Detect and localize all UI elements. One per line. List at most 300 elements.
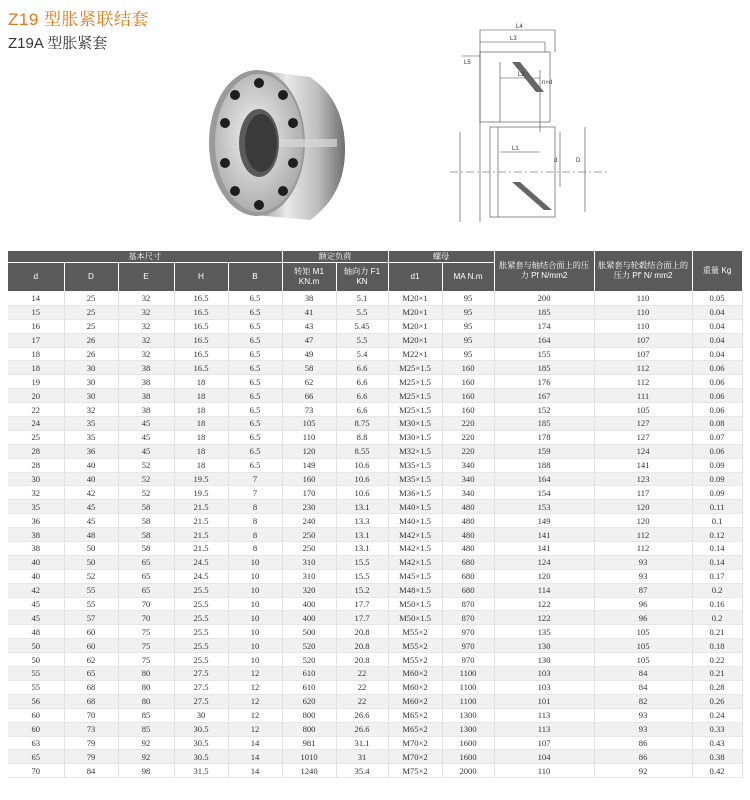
table-cell: 22	[336, 694, 388, 708]
table-cell: 160	[442, 361, 494, 375]
dim-label-l3: L3	[510, 36, 517, 42]
table-cell: 55	[8, 667, 64, 681]
table-cell: 45	[64, 514, 118, 528]
table-cell: 18	[174, 458, 228, 472]
table-cell: M20×1	[388, 292, 442, 306]
table-cell: 1010	[282, 750, 336, 764]
table-cell: 26.6	[336, 708, 388, 722]
table-cell: 12	[228, 667, 282, 681]
table-cell: 500	[282, 625, 336, 639]
table-cell: 85	[118, 708, 174, 722]
table-cell: 58	[118, 500, 174, 514]
table-cell: 0.21	[692, 625, 742, 639]
table-cell: 105	[594, 625, 692, 639]
table-cell: 6.5	[228, 430, 282, 444]
table-cell: 18	[174, 375, 228, 389]
header-e: E	[118, 263, 174, 292]
table-cell: 200	[494, 292, 594, 306]
table-row	[8, 694, 742, 708]
table-cell: 970	[442, 625, 494, 639]
table-cell: 981	[282, 736, 336, 750]
table-row	[8, 500, 742, 514]
table-cell: 1100	[442, 667, 494, 681]
dim-label-l1: L1	[512, 146, 519, 152]
table-cell: 6.6	[336, 375, 388, 389]
table-row	[8, 639, 742, 653]
table-cell: M55×2	[388, 625, 442, 639]
table-cell: 70	[118, 611, 174, 625]
group-rated-load: 额定负荷	[282, 251, 388, 263]
dim-label-l5: L5	[464, 60, 471, 66]
table-cell: 250	[282, 528, 336, 542]
table-cell: 1600	[442, 736, 494, 750]
table-row	[8, 528, 742, 542]
dim-label-bolt: n×d	[542, 80, 553, 86]
table-cell: 16.5	[174, 333, 228, 347]
table-cell: 27.5	[174, 667, 228, 681]
table-cell: 79	[64, 750, 118, 764]
table-row	[8, 555, 742, 569]
table-cell: 112	[594, 542, 692, 556]
table-cell: 40	[8, 569, 64, 583]
table-cell: 117	[594, 486, 692, 500]
table-cell: 6.6	[336, 389, 388, 403]
table-cell: M50×1.5	[388, 597, 442, 611]
spec-table	[8, 251, 743, 778]
header-axial-force: 轴向力 F1 KN	[336, 263, 388, 292]
table-cell: 40	[64, 458, 118, 472]
table-row	[8, 361, 742, 375]
table-cell: 0.06	[692, 361, 742, 375]
table-cell: 141	[594, 458, 692, 472]
table-cell: 107	[594, 347, 692, 361]
table-cell: 5.5	[336, 333, 388, 347]
table-cell: 35	[64, 430, 118, 444]
table-cell: 48	[64, 528, 118, 542]
table-cell: 185	[494, 417, 594, 431]
table-cell: 6.5	[228, 417, 282, 431]
table-cell: 188	[494, 458, 594, 472]
table-row	[8, 319, 742, 333]
table-row	[8, 667, 742, 681]
table-cell: 110	[282, 430, 336, 444]
table-cell: 152	[494, 403, 594, 417]
table-cell: 107	[594, 333, 692, 347]
table-cell: 32	[118, 347, 174, 361]
table-cell: M32×1.5	[388, 444, 442, 458]
table-cell: 45	[8, 597, 64, 611]
table-cell: 0.05	[692, 292, 742, 306]
table-cell: 57	[64, 611, 118, 625]
table-cell: 5.45	[336, 319, 388, 333]
table-cell: 95	[442, 305, 494, 319]
table-cell: 10	[228, 639, 282, 653]
table-cell: 0.06	[692, 403, 742, 417]
table-cell: 16.5	[174, 361, 228, 375]
table-cell: 110	[594, 319, 692, 333]
table-cell: M35×1.5	[388, 458, 442, 472]
table-cell: 2000	[442, 764, 494, 778]
table-cell: 52	[118, 472, 174, 486]
table-cell: M20×1	[388, 333, 442, 347]
table-cell: 15.5	[336, 569, 388, 583]
table-cell: 22	[336, 667, 388, 681]
header-weight: 重量 Kg	[692, 251, 742, 292]
table-cell: 7	[228, 472, 282, 486]
table-cell: 250	[282, 542, 336, 556]
table-cell: 0.07	[692, 430, 742, 444]
table-cell: 17	[8, 333, 64, 347]
header-hub-pressure: 胀紧套与轮毂结合面上的压力 Pf' N/ mm2	[594, 251, 692, 292]
table-cell: 55	[64, 583, 118, 597]
table-cell: 25.5	[174, 653, 228, 667]
table-cell: 110	[594, 292, 692, 306]
table-cell: 22	[8, 403, 64, 417]
table-cell: 19.5	[174, 472, 228, 486]
table-cell: 0.38	[692, 750, 742, 764]
header-torque: 转矩 M1 KN.m	[282, 263, 336, 292]
table-cell: 56	[8, 694, 64, 708]
table-cell: 86	[594, 736, 692, 750]
table-cell: 18	[174, 430, 228, 444]
table-cell: 25.5	[174, 583, 228, 597]
header-d: d	[8, 263, 64, 292]
table-cell: 48	[8, 625, 64, 639]
dim-label-l2: L2	[518, 72, 525, 78]
table-cell: 18	[174, 389, 228, 403]
table-cell: 340	[442, 458, 494, 472]
table-cell: 0.06	[692, 375, 742, 389]
table-cell: 82	[594, 694, 692, 708]
table-cell: 6.5	[228, 444, 282, 458]
table-cell: 52	[118, 458, 174, 472]
table-cell: 14	[228, 750, 282, 764]
table-cell: 680	[442, 569, 494, 583]
table-cell: 13.1	[336, 528, 388, 542]
table-cell: 38	[8, 542, 64, 556]
table-cell: 8.75	[336, 417, 388, 431]
table-cell: 5.1	[336, 292, 388, 306]
table-cell: 32	[118, 333, 174, 347]
table-cell: 66	[282, 389, 336, 403]
table-cell: 60	[8, 722, 64, 736]
table-cell: 6.5	[228, 361, 282, 375]
table-row	[8, 708, 742, 722]
table-cell: 127	[594, 417, 692, 431]
table-cell: 93	[594, 722, 692, 736]
table-cell: 620	[282, 694, 336, 708]
table-cell: 105	[282, 417, 336, 431]
table-row	[8, 680, 742, 694]
table-cell: 111	[594, 389, 692, 403]
header-b: B	[228, 263, 282, 292]
table-cell: 25	[64, 292, 118, 306]
table-cell: 0.28	[692, 680, 742, 694]
table-cell: 0.09	[692, 486, 742, 500]
table-cell: 28	[8, 444, 64, 458]
table-cell: 32	[118, 292, 174, 306]
table-cell: M48×1.5	[388, 583, 442, 597]
table-cell: 124	[594, 444, 692, 458]
table-cell: 80	[118, 680, 174, 694]
table-cell: 35	[8, 500, 64, 514]
table-cell: 38	[118, 403, 174, 417]
table-cell: 155	[494, 347, 594, 361]
table-cell: 20	[8, 389, 64, 403]
table-cell: M42×1.5	[388, 555, 442, 569]
table-cell: 103	[494, 667, 594, 681]
table-cell: 20.8	[336, 625, 388, 639]
table-cell: 30.5	[174, 750, 228, 764]
table-cell: 65	[118, 583, 174, 597]
table-row	[8, 417, 742, 431]
table-cell: 114	[494, 583, 594, 597]
table-row	[8, 514, 742, 528]
table-cell: 45	[118, 444, 174, 458]
table-cell: 122	[494, 611, 594, 625]
table-cell: 104	[494, 750, 594, 764]
table-cell: 12	[228, 694, 282, 708]
table-cell: 26	[64, 333, 118, 347]
table-cell: 107	[494, 736, 594, 750]
page-subtitle: Z19A 型胀紧套	[8, 35, 108, 52]
table-row	[8, 569, 742, 583]
table-cell: M20×1	[388, 319, 442, 333]
table-cell: 870	[442, 597, 494, 611]
table-cell: 135	[494, 625, 594, 639]
table-cell: 178	[494, 430, 594, 444]
table-cell: 167	[494, 389, 594, 403]
table-cell: 0.14	[692, 555, 742, 569]
table-cell: 480	[442, 542, 494, 556]
table-row	[8, 389, 742, 403]
table-cell: 25	[64, 319, 118, 333]
table-cell: 60	[8, 708, 64, 722]
table-cell: 680	[442, 555, 494, 569]
table-cell: 230	[282, 500, 336, 514]
table-cell: 110	[494, 764, 594, 778]
dim-label-big-d: D	[576, 158, 581, 164]
table-cell: 12	[228, 722, 282, 736]
table-cell: 480	[442, 528, 494, 542]
table-cell: 55	[64, 597, 118, 611]
table-cell: 10.6	[336, 486, 388, 500]
table-cell: 320	[282, 583, 336, 597]
table-cell: 86	[594, 750, 692, 764]
table-cell: 520	[282, 653, 336, 667]
table-cell: 10	[228, 653, 282, 667]
table-cell: 8	[228, 500, 282, 514]
table-cell: 43	[282, 319, 336, 333]
table-cell: 70	[118, 597, 174, 611]
table-cell: 0.04	[692, 319, 742, 333]
header-d1: d1	[388, 263, 442, 292]
table-cell: 18	[174, 444, 228, 458]
table-cell: 1300	[442, 708, 494, 722]
table-cell: 70	[8, 764, 64, 778]
table-cell: 220	[442, 430, 494, 444]
table-cell: 10	[228, 555, 282, 569]
table-cell: M75×2	[388, 764, 442, 778]
table-cell: 58	[282, 361, 336, 375]
table-row	[8, 722, 742, 736]
table-row	[8, 430, 742, 444]
table-cell: 1100	[442, 680, 494, 694]
table-cell: 30.5	[174, 736, 228, 750]
table-cell: 0.16	[692, 597, 742, 611]
table-cell: 18	[8, 347, 64, 361]
table-cell: 16.5	[174, 292, 228, 306]
page-title: Z19 型胀紧联结套	[8, 10, 150, 29]
table-row	[8, 305, 742, 319]
table-cell: 75	[118, 625, 174, 639]
table-cell: 26	[64, 347, 118, 361]
table-cell: 10	[228, 569, 282, 583]
table-cell: 6.5	[228, 375, 282, 389]
table-cell: 45	[64, 500, 118, 514]
table-cell: 7	[228, 486, 282, 500]
table-cell: 120	[494, 569, 594, 583]
table-cell: 159	[494, 444, 594, 458]
table-cell: 21.5	[174, 500, 228, 514]
table-cell: 0.06	[692, 389, 742, 403]
table-row	[8, 472, 742, 486]
header-ma: MA N.m	[442, 263, 494, 292]
header-big-d: D	[64, 263, 118, 292]
table-cell: 21.5	[174, 514, 228, 528]
table-cell: 28	[8, 458, 64, 472]
table-cell: 40	[64, 472, 118, 486]
table-cell: 340	[442, 486, 494, 500]
table-cell: 25.5	[174, 639, 228, 653]
table-cell: 21.5	[174, 528, 228, 542]
table-cell: 176	[494, 375, 594, 389]
table-cell: 65	[8, 750, 64, 764]
table-cell: 141	[494, 528, 594, 542]
table-cell: 30	[64, 389, 118, 403]
table-cell: M65×2	[388, 708, 442, 722]
table-cell: 160	[442, 403, 494, 417]
table-cell: 6.5	[228, 347, 282, 361]
table-row	[8, 653, 742, 667]
table-cell: 0.04	[692, 305, 742, 319]
table-cell: 79	[64, 736, 118, 750]
table-cell: 105	[594, 639, 692, 653]
table-cell: 73	[282, 403, 336, 417]
dim-label-l4: L4	[516, 24, 523, 30]
table-cell: 32	[8, 486, 64, 500]
table-cell: 680	[442, 583, 494, 597]
table-cell: 92	[118, 750, 174, 764]
table-cell: 113	[494, 708, 594, 722]
table-cell: 60	[64, 625, 118, 639]
table-cell: 8.8	[336, 430, 388, 444]
table-row	[8, 583, 742, 597]
table-cell: 27.5	[174, 694, 228, 708]
table-cell: 80	[118, 667, 174, 681]
header-h: H	[174, 263, 228, 292]
table-cell: 130	[494, 639, 594, 653]
table-cell: 26.6	[336, 722, 388, 736]
table-cell: 92	[594, 764, 692, 778]
table-row	[8, 611, 742, 625]
table-cell: 30	[8, 472, 64, 486]
table-cell: 0.2	[692, 611, 742, 625]
table-cell: 42	[64, 486, 118, 500]
table-cell: 110	[594, 305, 692, 319]
table-cell: 610	[282, 680, 336, 694]
table-cell: 16.5	[174, 305, 228, 319]
table-cell: 124	[494, 555, 594, 569]
table-cell: 15.5	[336, 555, 388, 569]
table-cell: M60×2	[388, 694, 442, 708]
table-cell: 0.09	[692, 472, 742, 486]
table-cell: 21.5	[174, 542, 228, 556]
table-cell: 141	[494, 542, 594, 556]
table-cell: 6.5	[228, 305, 282, 319]
table-cell: 800	[282, 708, 336, 722]
table-cell: 24	[8, 417, 64, 431]
table-cell: 220	[442, 444, 494, 458]
table-cell: M50×1.5	[388, 611, 442, 625]
table-cell: M25×1.5	[388, 361, 442, 375]
table-cell: 185	[494, 305, 594, 319]
table-cell: 30.5	[174, 722, 228, 736]
table-cell: 480	[442, 500, 494, 514]
table-cell: 18	[174, 417, 228, 431]
table-cell: 73	[64, 722, 118, 736]
table-cell: M35×1.5	[388, 472, 442, 486]
table-cell: 14	[8, 292, 64, 306]
table-cell: 520	[282, 639, 336, 653]
table-cell: 84	[594, 680, 692, 694]
table-cell: 25	[8, 430, 64, 444]
table-cell: 0.09	[692, 458, 742, 472]
table-cell: 32	[64, 403, 118, 417]
table-cell: M22×1	[388, 347, 442, 361]
table-cell: M42×1.5	[388, 528, 442, 542]
table-row	[8, 347, 742, 361]
table-cell: M36×1.5	[388, 486, 442, 500]
table-cell: 1300	[442, 722, 494, 736]
group-bolt: 螺母	[388, 251, 494, 263]
table-cell: 870	[442, 611, 494, 625]
table-cell: 17.7	[336, 597, 388, 611]
table-cell: 14	[228, 736, 282, 750]
table-cell: 58	[118, 528, 174, 542]
table-cell: 36	[64, 444, 118, 458]
table-cell: 10	[228, 597, 282, 611]
table-cell: M30×1.5	[388, 430, 442, 444]
table-row	[8, 625, 742, 639]
table-cell: 310	[282, 555, 336, 569]
table-cell: 84	[594, 667, 692, 681]
table-cell: 149	[282, 458, 336, 472]
table-cell: 153	[494, 500, 594, 514]
table-cell: 400	[282, 597, 336, 611]
table-cell: 95	[442, 319, 494, 333]
table-cell: 123	[594, 472, 692, 486]
table-cell: 0.22	[692, 653, 742, 667]
table-cell: 62	[64, 653, 118, 667]
table-cell: 120	[594, 500, 692, 514]
table-cell: 30	[64, 361, 118, 375]
table-cell: 10	[228, 611, 282, 625]
table-cell: 8	[228, 528, 282, 542]
table-cell: 65	[118, 569, 174, 583]
table-cell: 0.14	[692, 542, 742, 556]
table-cell: 800	[282, 722, 336, 736]
